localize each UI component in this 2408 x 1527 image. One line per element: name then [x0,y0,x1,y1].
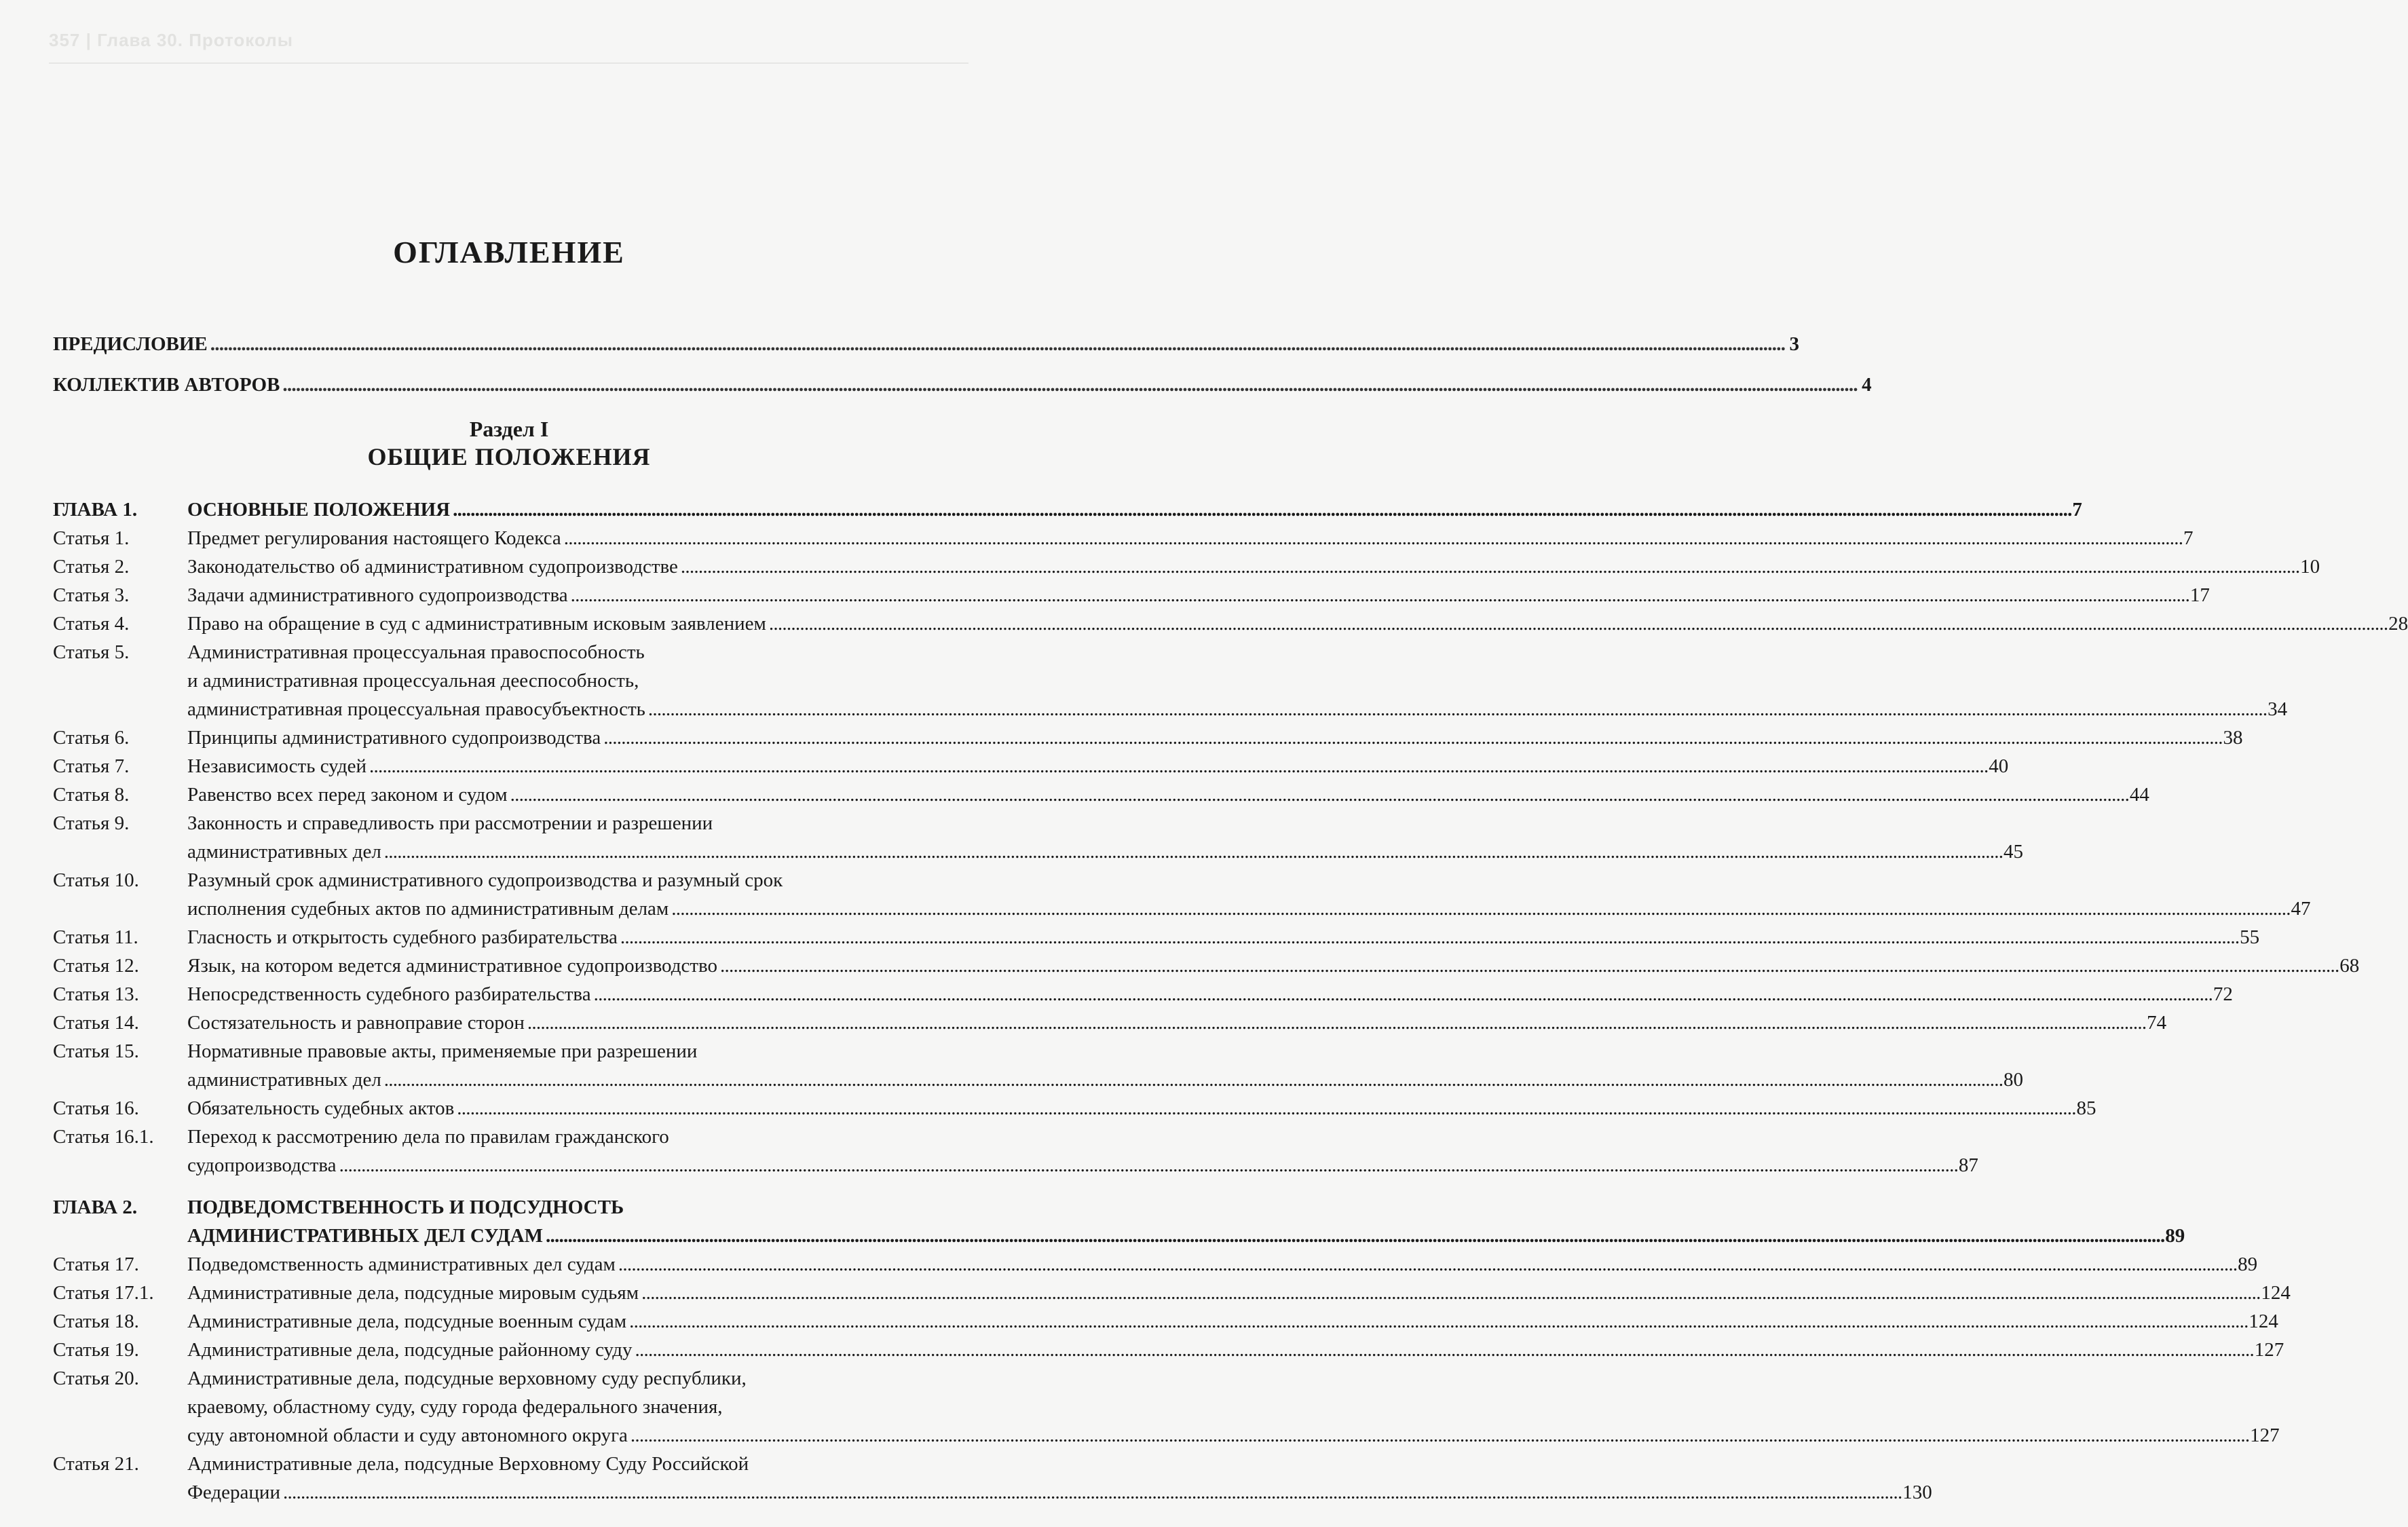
toc-entry-list [53,495,2408,1507]
toc-article-entry[interactable] [53,866,2311,923]
toc-article-entry[interactable] [53,552,2320,581]
toc-entry-title-line: и административная процессуальная дееспособность, [187,670,639,692]
toc-page-number: 40 [1989,755,2009,777]
toc-entry-title-line: Обязательность судебных актов [187,1097,455,1119]
dot-leader [527,1008,2144,1037]
toc-entry-title-line: административная процессуальная правосубъектность [187,698,645,720]
dot-leader [648,695,2265,723]
toc-entry-title-line: Задачи административного судопроизводства [187,584,568,606]
toc-entry-label: Статья 4. [53,613,130,635]
dot-leader [369,752,1986,780]
toc-article-entry[interactable] [53,1450,1932,1507]
toc-article-entry[interactable] [53,780,2149,809]
toc-page-number: 44 [2129,784,2149,806]
toc-page-number: 7 [2183,527,2194,549]
toc-entry-title-line: Язык, на котором ведется административное судопроизводство [187,955,718,977]
toc-article-entry[interactable] [53,609,2408,638]
toc-entry-title-line: Право на обращение в суд с административным исковым заявлением [187,613,766,635]
toc-entry-title-line: Законодательство об административном судопроизводстве [187,556,678,578]
toc-entry-label: Статья 14. [53,1012,139,1034]
toc-page-number: 130 [1902,1482,1932,1503]
toc-page-number: 89 [2165,1225,2185,1247]
toc-article-entry[interactable] [53,809,2024,866]
toc-chapter-entry[interactable] [53,1193,2185,1250]
toc-entry-title-line: АДМИНИСТРАТИВНЫХ ДЕЛ СУДАМ [187,1225,544,1247]
toc-entry-label: Статья 19. [53,1339,139,1361]
section-name: ОБЩИЕ ПОЛОЖЕНИЯ [367,443,651,470]
toc-entry-label: Статья 7. [53,755,130,777]
toc-page-number: 127 [2254,1339,2284,1361]
dot-leader [769,609,2386,638]
toc-entry-title-line: суду автономной области и суду автономного округа [187,1425,628,1446]
dot-leader [671,894,2288,923]
toc-page-number: 89 [2238,1253,2258,1275]
toc-page-number: 85 [2076,1097,2096,1119]
dot-leader [631,1421,2247,1450]
toc-chapter-entry[interactable] [53,495,2082,524]
toc-article-entry[interactable] [53,980,2233,1008]
toc-page-number: 127 [2250,1425,2280,1446]
toc-entry-title-line: Предмет регулирования настоящего Кодекса [187,527,561,549]
toc-article-entry[interactable] [53,1336,2284,1364]
toc-article-entry[interactable] [53,1364,2280,1450]
toc-article-entry[interactable] [53,1094,2096,1123]
dot-leader [384,837,2001,866]
toc-entry-title-line: Состязательность и равноправие сторон [187,1012,525,1034]
toc-entry-title-line: административных дел [187,1069,381,1091]
toc-article-entry[interactable] [53,638,2288,723]
toc-article-entry[interactable] [53,1250,2258,1279]
toc-page-number: 87 [1958,1154,1978,1176]
toc-entry-title-line: ПОДВЕДОМСТВЕННОСТЬ И ПОДСУДНОСТЬ [187,1196,624,1218]
dot-leader [546,1222,2162,1250]
dot-leader [594,980,2211,1008]
dot-leader [571,581,2187,609]
toc-article-entry[interactable] [53,581,2210,609]
toc-entry-title-line: Законность и справедливость при рассмотрении и разрешении [187,812,713,834]
dot-leader [283,1478,1900,1507]
toc-article-entry[interactable] [53,951,2360,980]
toc-entry-title-line: Подведомственность административных дел судам [187,1253,616,1275]
toc-article-entry[interactable] [53,1307,2278,1336]
toc-page-number: 74 [2147,1012,2167,1034]
toc-entry-label: Статья 8. [53,784,130,806]
toc-entry-title-line: Независимость судей [187,755,367,777]
dot-leader [635,1336,2252,1364]
toc-page-number: 7 [2072,499,2082,521]
dot-leader [720,951,2337,980]
dot-leader [453,495,2069,524]
dot-leader [282,371,1855,399]
toc-entry-label: Статья 15. [53,1040,139,1062]
toc-entry-label: Статья 6. [53,727,130,749]
dot-leader [629,1307,2246,1336]
toc-entry-label: Статья 5. [53,641,130,663]
toc-front-entry[interactable] [53,371,1872,399]
toc-entry-label: ГЛАВА 2. [53,1196,138,1218]
toc-entry-title-line: Административные дела, подсудные районному суду [187,1339,633,1361]
toc-page-number: 38 [2223,727,2243,749]
toc-entry-title-line: Административные дела, подсудные мировым судьям [187,1282,639,1304]
toc-article-entry[interactable] [53,1008,2167,1037]
toc-entry-title-line: судопроизводства [187,1154,337,1176]
toc-page-number: 124 [2249,1311,2278,1332]
toc-page-number: 80 [2003,1069,2024,1091]
toc-page-number: 17 [2189,584,2210,606]
toc-page-number: 34 [2268,698,2288,720]
toc-page-number: 28 [2388,613,2408,635]
toc-page-number: 3 [1789,333,1800,355]
toc-front-entry[interactable] [53,330,1800,358]
toc-article-entry[interactable] [53,1123,1978,1180]
toc-page-number: 4 [1862,374,1872,396]
header-rule [49,62,968,64]
toc-entry-label: Статья 1. [53,527,130,549]
toc-entry-title: КОЛЛЕКТИВ АВТОРОВ [53,374,280,396]
toc-entry-title-line: Разумный срок административного судопроизводства и разумный срок [187,869,783,891]
toc-entry-label: Статья 3. [53,584,130,606]
toc-article-entry[interactable] [53,923,2260,951]
dot-leader [510,780,2127,809]
toc-entry-title-line: Административные дела, подсудные Верховному Суду Российской [187,1453,749,1475]
dot-leader [618,1250,2235,1279]
toc-entry-label: ГЛАВА 1. [53,499,138,521]
running-header: 357 | Глава 30. Протоколы [49,30,293,50]
toc-entry-label: Статья 9. [53,812,130,834]
toc-entry-label: Статья 17. [53,1253,139,1275]
toc-entry-title-line: Гласность и открытость судебного разбирательства [187,926,618,948]
toc-article-entry[interactable] [53,1279,2291,1307]
toc-page-number: 72 [2213,983,2233,1005]
toc-entry-label: Статья 11. [53,926,138,948]
toc-entry-title-line: Нормативные правовые акты, применяемые при разрешении [187,1040,698,1062]
toc-entry-title-line: краевому, областному суду, суду города федерального значения, [187,1396,723,1418]
toc-entry-title-line: Административная процессуальная правоспособность [187,641,645,663]
toc-entry-label: Статья 10. [53,869,139,891]
toc-entry-title-line: Административные дела, подсудные верховному суду республики, [187,1368,747,1389]
dot-leader [681,552,2297,581]
toc-entry-title-line: административных дел [187,841,381,863]
toc-entry-label: Статья 12. [53,955,139,977]
dot-leader [564,524,2181,552]
dot-leader [641,1279,2258,1307]
dot-leader [620,923,2237,951]
toc-entry-label: Статья 16.1. [53,1126,154,1148]
toc-entry-label: Статья 2. [53,556,130,578]
toc-entry-title-line: Переход к рассмотрению дела по правилам гражданского [187,1126,669,1148]
toc-page-number: 47 [2291,898,2311,920]
toc-article-entry[interactable] [53,524,2194,552]
dot-leader [210,330,1783,358]
toc-page-number: 55 [2240,926,2260,948]
toc-entry-title-line: Принципы административного судопроизводства [187,727,601,749]
dot-leader [384,1066,2001,1094]
toc-entry-title-line: Федерации [187,1482,280,1503]
dot-leader [603,723,2220,752]
dot-leader [457,1094,2073,1123]
toc-entry-label: Статья 16. [53,1097,139,1119]
toc-entry-title-line: исполнения судебных актов по административным делам [187,898,669,920]
toc-entry-label: Статья 17.1. [53,1282,154,1304]
toc-article-entry[interactable] [53,723,2243,752]
toc-entry-label: Статья 18. [53,1311,139,1332]
toc-page-number: 45 [2003,841,2024,863]
toc-entry-title-line: Равенство всех перед законом и судом [187,784,508,806]
toc-page-number: 124 [2261,1282,2291,1304]
dot-leader [339,1151,1956,1180]
toc-article-entry[interactable] [53,1037,2024,1094]
toc-entry-label: Статья 20. [53,1368,139,1389]
toc-title: ОГЛАВЛЕНИЕ [393,235,625,269]
toc-entry-title-line: Административные дела, подсудные военным судам [187,1311,627,1332]
toc-entry-title-line: ОСНОВНЫЕ ПОЛОЖЕНИЯ [187,499,451,521]
toc-page-number: 10 [2300,556,2320,578]
toc-entry-title-line: Непосредственность судебного разбирательства [187,983,591,1005]
toc-entry-label: Статья 21. [53,1453,139,1475]
toc-article-entry[interactable] [53,752,2009,780]
toc-entry-title: ПРЕДИСЛОВИЕ [53,333,208,355]
toc-entry-label: Статья 13. [53,983,139,1005]
toc-page-number: 68 [2339,955,2360,977]
section-number: Раздел I [469,417,549,441]
